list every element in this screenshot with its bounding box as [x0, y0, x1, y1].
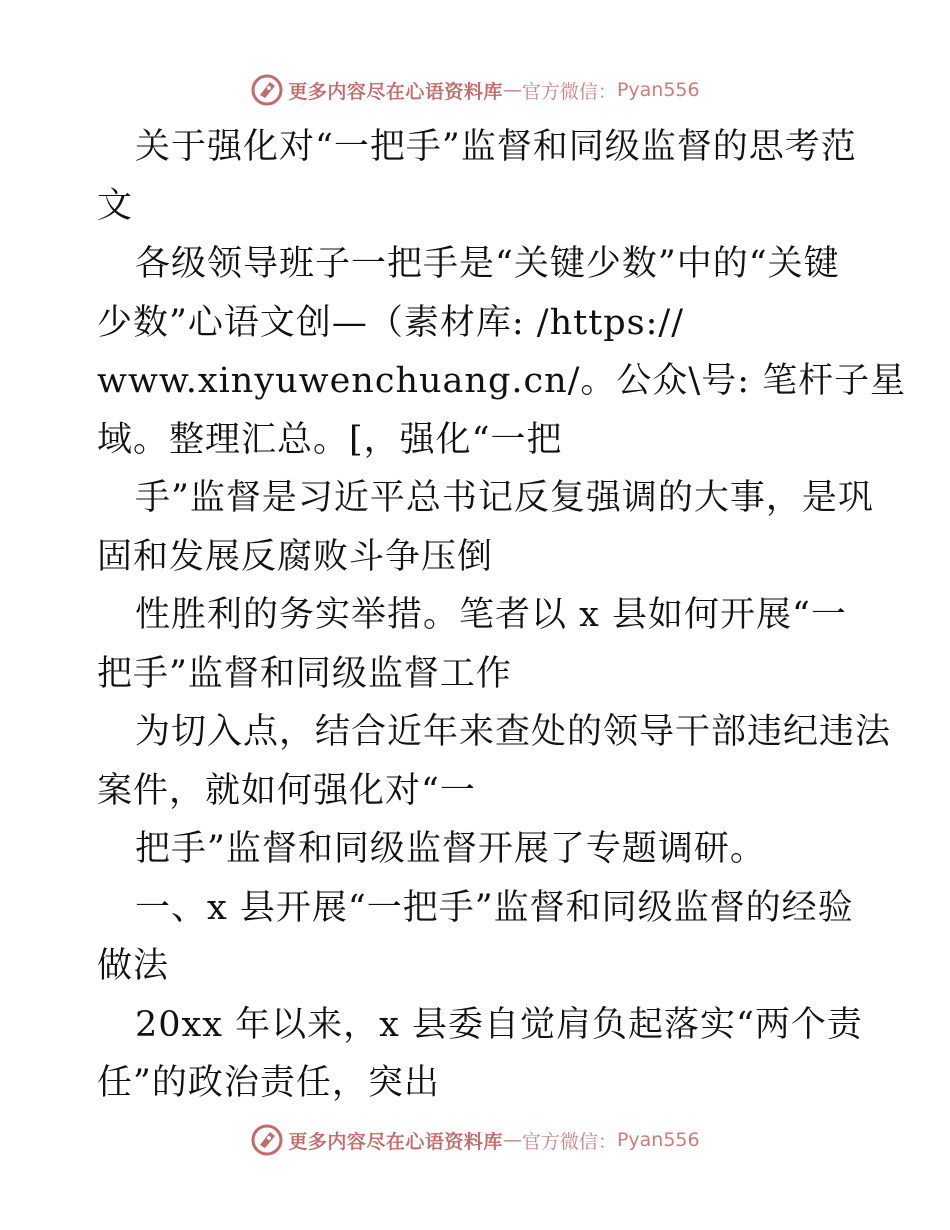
pen-nib-icon [250, 1123, 284, 1157]
banner-separator: — [502, 1129, 522, 1151]
paragraph-line: 20xx 年以来，x 县委自觉肩负起落实“两个责 [135, 1004, 863, 1045]
pen-nib-icon [250, 73, 284, 107]
paragraph-line: 案件，就如何强化对“一 [97, 770, 476, 811]
paragraph-line: 把手”监督和同级监督工作 [97, 653, 512, 694]
footer-watermark-banner [0, 1120, 950, 1160]
banner-wechat-id: Pyan556 [616, 79, 700, 101]
banner-wechat-id: Pyan556 [616, 1129, 700, 1151]
paragraph-line: www.xinyuwenchuang.cn/。公众\号: 笔杆子星 [97, 361, 907, 401]
banner-separator: — [502, 79, 522, 101]
paragraph-line: 任”的政治责任，突出 [97, 1063, 440, 1103]
header-watermark-banner [0, 70, 950, 110]
document-body [97, 118, 907, 1113]
paragraph-line: 手”监督是习近平总书记反复强调的大事，是巩 [135, 478, 874, 518]
paragraph-line: 少数”心语文创—（素材库: /https:// [97, 302, 685, 343]
banner-brand: 更多内容尽在心语资料库 [288, 1130, 503, 1153]
paragraph-line: 把手”监督和同级监督开展了专题调研。 [135, 829, 766, 869]
paragraph-line: 为切入点，结合近年来查处的领导干部违纪违法 [135, 712, 892, 752]
banner-wechat-label: 官方微信： [521, 80, 617, 103]
paragraph-line: 域。整理汇总。[，强化“一把 [97, 419, 563, 460]
section-heading-line-2: 做法 [97, 946, 170, 986]
paragraph-line: 性胜利的务实举措。笔者以 x 县如何开展“一 [135, 595, 847, 635]
title-line-1: 关于强化对“一把手”监督和同级监督的思考范 [135, 127, 857, 167]
paragraph-line: 各级领导班子一把手是“关键少数”中的“关键 [135, 244, 840, 284]
section-heading-line-1: 一、x 县开展“一把手”监督和同级监督的经验 [135, 887, 854, 928]
title-line-2: 文 [97, 185, 134, 226]
banner-brand: 更多内容尽在心语资料库 [288, 80, 503, 103]
banner-wechat-label: 官方微信： [521, 1130, 617, 1153]
paragraph-line: 固和发展反腐败斗争压倒 [97, 536, 494, 577]
